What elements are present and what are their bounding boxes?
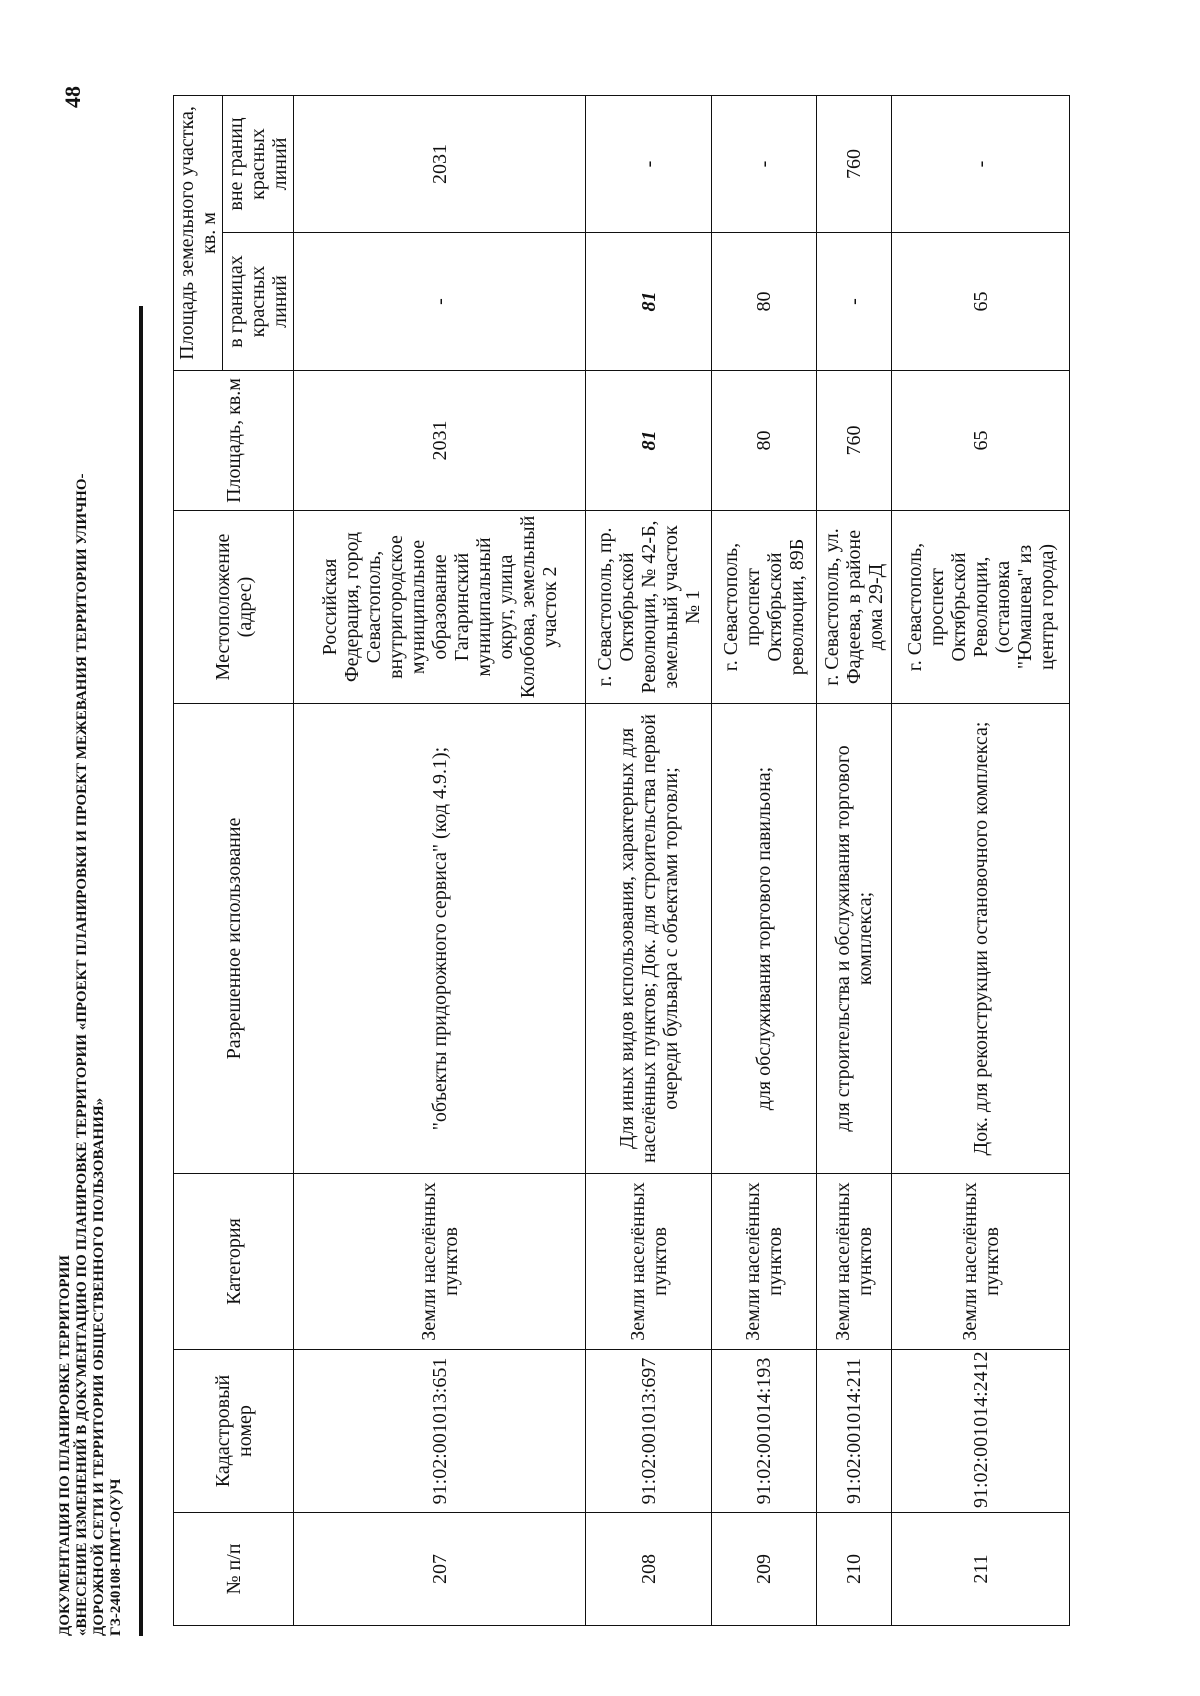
table-row — [816, 95, 891, 1625]
cell-num: 211 — [892, 1513, 1070, 1626]
cell-location: Российская Федерация, город Севастополь, внутригородское муниципальное образование Гагаринский муниципальный округ, улица Колобова, земельный участок 2 — [294, 511, 586, 704]
cell-category: Земли населённых пунктов — [294, 1174, 586, 1350]
table-row — [892, 95, 1070, 1625]
cell-num: 208 — [586, 1513, 711, 1626]
cell-area: 81 — [586, 371, 711, 511]
cell-inside: - — [294, 233, 586, 371]
col-header-inside: в границах красных линий — [223, 233, 294, 371]
header-line-4: ГЗ-240108-ПМТ-О(У)Ч — [108, 1478, 124, 1636]
table-row — [711, 95, 816, 1625]
cell-cadastral: 91:02:001014:193 — [711, 1350, 816, 1513]
col-header-parcel-area: Площадь земельного участка, кв. м — [174, 95, 223, 370]
cell-usage: Док. для реконструкции остановочного комплекса; — [892, 704, 1070, 1174]
cell-location: г. Севастополь, ул. Фадеева, в районе дома 29-Д — [816, 511, 891, 704]
cell-num: 207 — [294, 1513, 586, 1626]
col-header-usage: Разрешенное использование — [174, 704, 294, 1174]
cell-cadastral: 91:02:001014:211 — [816, 1350, 891, 1513]
cell-inside: 80 — [711, 233, 816, 371]
col-header-outside: вне границ красных линий — [223, 95, 294, 232]
col-header-num: № п/п — [174, 1513, 294, 1626]
cell-category: Земли населённых пунктов — [892, 1174, 1070, 1350]
col-header-cadastral: Кадастровый номер — [174, 1350, 294, 1513]
table-row — [294, 95, 586, 1625]
cell-cadastral: 91:02:001013:651 — [294, 1350, 586, 1513]
table-row — [586, 95, 711, 1625]
header-line-2: «ВНЕСЕНИЕ ИЗМЕНЕНИЙ В ДОКУМЕНТАЦИЮ ПО ПЛАНИРОВКЕ ТЕРРИТОРИИ «ПРОЕКТ ПЛАНИРОВКИ И ПРОЕКТ МЕЖЕВАНИЯ ТЕРРИТОРИИ УЛИЧНО- — [74, 473, 90, 1636]
cell-cadastral: 91:02:001013:697 — [586, 1350, 711, 1513]
cell-usage: "объекты придорожного сервиса" (код 4.9.1); — [294, 704, 586, 1174]
header-line-3: ДОРОЖНОЙ СЕТИ И ТЕРРИТОРИИ ОБЩЕСТВЕННОГО ПОЛЬЗОВАНИЯ» — [91, 1097, 107, 1636]
cell-location: г. Севастополь, проспект Октябрьской революции, 89Б — [711, 511, 816, 704]
cell-num: 210 — [816, 1513, 891, 1626]
cell-location: г. Севастополь, проспект Октябрьской Революции, (остановка "Юмашева" из центра города) — [892, 511, 1070, 704]
cell-category: Земли населённых пунктов — [711, 1174, 816, 1350]
table-header-row — [174, 95, 223, 1625]
col-header-area: Площадь, кв.м — [174, 371, 294, 511]
cell-num: 209 — [711, 1513, 816, 1626]
land-parcels-table — [173, 95, 1070, 1626]
cell-inside: - — [816, 233, 891, 371]
col-header-location: Местоположение (адрес) — [174, 511, 294, 704]
cell-category: Земли населённых пунктов — [586, 1174, 711, 1350]
cell-area: 80 — [711, 371, 816, 511]
cell-area: 65 — [892, 371, 1070, 511]
col-header-category: Категория — [174, 1174, 294, 1350]
cell-inside: 65 — [892, 233, 1070, 371]
cell-outside: - — [892, 95, 1070, 232]
cell-usage: для обслуживания торгового павильона; — [711, 704, 816, 1174]
cell-category: Земли населённых пунктов — [816, 1174, 891, 1350]
cell-outside: 2031 — [294, 95, 586, 232]
cell-outside: - — [711, 95, 816, 232]
cell-outside: 760 — [816, 95, 891, 232]
header-rule — [139, 306, 143, 1636]
cell-inside: 81 — [586, 233, 711, 371]
document-header — [57, 236, 125, 1636]
cell-usage: для строительства и обслуживания торгового комплекса; — [816, 704, 891, 1174]
header-line-1: ДОКУМЕНТАЦИЯ ПО ПЛАНИРОВКЕ ТЕРРИТОРИИ — [57, 1255, 73, 1636]
cell-usage: Для иных видов использования, характерных для населённых пунктов; Док. для строительства первой очереди бульвара с объектами торговли; — [586, 704, 711, 1174]
cell-outside: - — [586, 95, 711, 232]
cell-cadastral: 91:02:001014:2412 — [892, 1350, 1070, 1513]
cell-area: 760 — [816, 371, 891, 511]
cell-location: г. Севастополь, пр. Октябрьской Революции, № 42-Б, земельный участок № 1 — [586, 511, 711, 704]
page-number: 48 — [60, 86, 85, 108]
cell-area: 2031 — [294, 371, 586, 511]
